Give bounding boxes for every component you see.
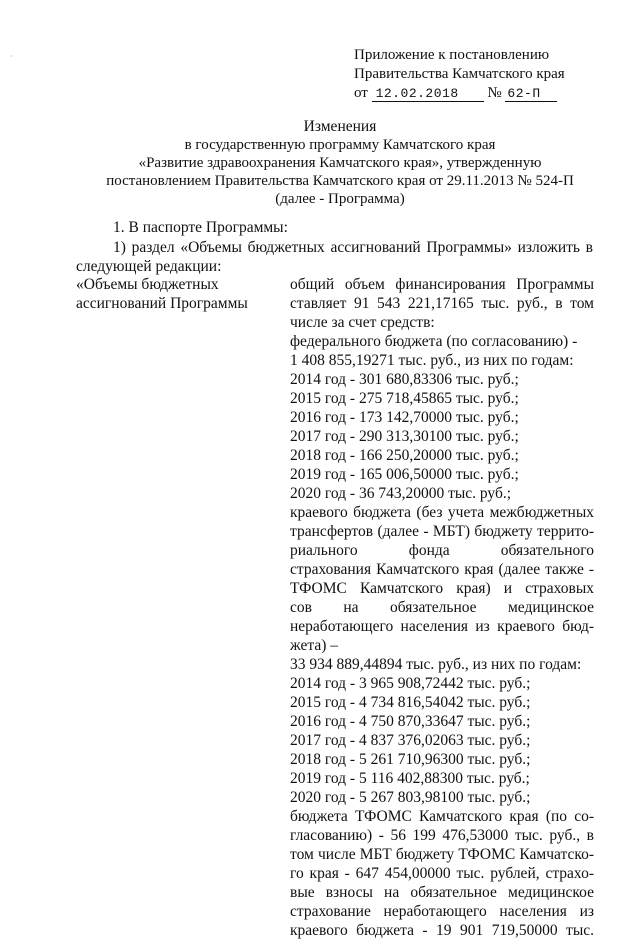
content-line: 2020 год - 5 267 803,98100 тыс. руб.;: [290, 789, 531, 806]
content-line: гласованию) - 56 199 476,53000 тыс. руб., в: [290, 827, 594, 844]
appendix-line-2: Правительства Камчатского края: [354, 66, 565, 82]
content-line: страхование неработающего населения из: [290, 903, 594, 920]
content-line: федерального бюджета (по согласованию) -: [290, 333, 578, 350]
content-line: 2016 год - 4 750 870,33647 тыс. руб.;: [290, 713, 531, 730]
from-label: от: [354, 85, 368, 101]
label-line-2: ассигнований Программы: [76, 295, 248, 312]
title-line-3: «Развитие здравоохранения Камчатского края», утвержденную: [138, 155, 542, 171]
content-line: 2014 год - 3 965 908,72442 тыс. руб.;: [290, 675, 531, 692]
content-line: числе за счет средств:: [290, 314, 435, 331]
title-main: Изменения: [303, 118, 377, 135]
content-line: 2019 год - 5 116 402,88300 тыс. руб.;: [290, 770, 530, 787]
content-line: сов на обязательное медицинское: [290, 599, 594, 616]
content-line: ТФОМС Камчатского края) и страховых: [290, 580, 594, 597]
content-line: 2014 год - 301 680,83306 тыс. руб.;: [290, 371, 519, 388]
content-line: том числе МБТ бюджету ТФОМС Камчатско-: [290, 846, 594, 863]
appendix-date-line: [354, 84, 565, 103]
content-line: ставляет 91 543 221,17165 тыс. руб., в том: [290, 295, 594, 312]
content-line: краевого бюджета - 19 901 719,50000 тыс.: [290, 922, 594, 939]
content-line: 2018 год - 166 250,20000 тыс. руб.;: [290, 447, 519, 464]
scan-mark: ·: [10, 52, 13, 61]
content-line: 2017 год - 4 837 376,02063 тыс. руб.;: [290, 732, 531, 749]
document-number: 62-П: [505, 87, 557, 102]
item-1: 1. В паспорте Программы:: [113, 219, 288, 236]
content-line: 2015 год - 4 734 816,54042 тыс. руб.;: [290, 694, 531, 711]
content-line: жета) –: [290, 637, 339, 654]
content-line: 2016 год - 173 142,70000 тыс. руб.;: [290, 409, 519, 426]
label-line-1: «Объемы бюджетных: [76, 276, 219, 293]
content-line: страхования Камчатского края (далее также -: [290, 561, 594, 578]
content-line: 33 934 889,44894 тыс. руб., из них по годам:: [290, 656, 582, 673]
title-line-5: (далее - Программа): [275, 191, 405, 207]
content-line: го края - 647 454,00000 тыс. рублей, страхо-: [290, 865, 594, 882]
content-line: 2015 год - 275 718,45865 тыс. руб.;: [290, 390, 519, 407]
content-line: неработающего населения из краевого бюд-: [290, 618, 594, 635]
title-line-2: в государственную программу Камчатского края: [184, 137, 496, 153]
number-label: №: [487, 85, 502, 101]
content-line: трансфертов (далее - МБТ) бюджету террито-: [290, 523, 594, 540]
content-line: 2018 год - 5 261 710,96300 тыс. руб.;: [290, 751, 531, 768]
appendix-line-1: Приложение к постановлению: [354, 47, 550, 63]
document-date: 12.02.2018: [372, 87, 484, 102]
content-line: риального фонда обязательного: [290, 542, 594, 559]
content-line: вые взносы на обязательное медицинское: [290, 884, 594, 901]
appendix-header: [354, 46, 565, 103]
content-line: 1 408 855,19271 тыс. руб., из них по годам:: [290, 352, 574, 369]
content-line: 2019 год - 165 006,50000 тыс. руб.;: [290, 466, 519, 483]
item-1-1-line-a: 1) раздел «Объемы бюджетных ассигнований Программы» изложить в: [113, 239, 593, 256]
title-line-4: постановлением Правительства Камчатского края от 29.11.2013 № 524-П: [106, 173, 574, 189]
passport-section-content: [290, 275, 594, 940]
document-title: [60, 118, 620, 208]
passport-section-label: [76, 275, 276, 313]
content-line: общий объем финансирования Программы: [290, 276, 594, 293]
content-line: бюджета ТФОМС Камчатского края (по со-: [290, 808, 594, 825]
content-line: краевого бюджета (без учета межбюджетных: [290, 504, 594, 521]
item-1-1-line-b: следующей редакции:: [76, 258, 222, 275]
content-line: 2017 год - 290 313,30100 тыс. руб.;: [290, 428, 519, 445]
content-line: 2020 год - 36 743,20000 тыс. руб.;: [290, 485, 512, 502]
